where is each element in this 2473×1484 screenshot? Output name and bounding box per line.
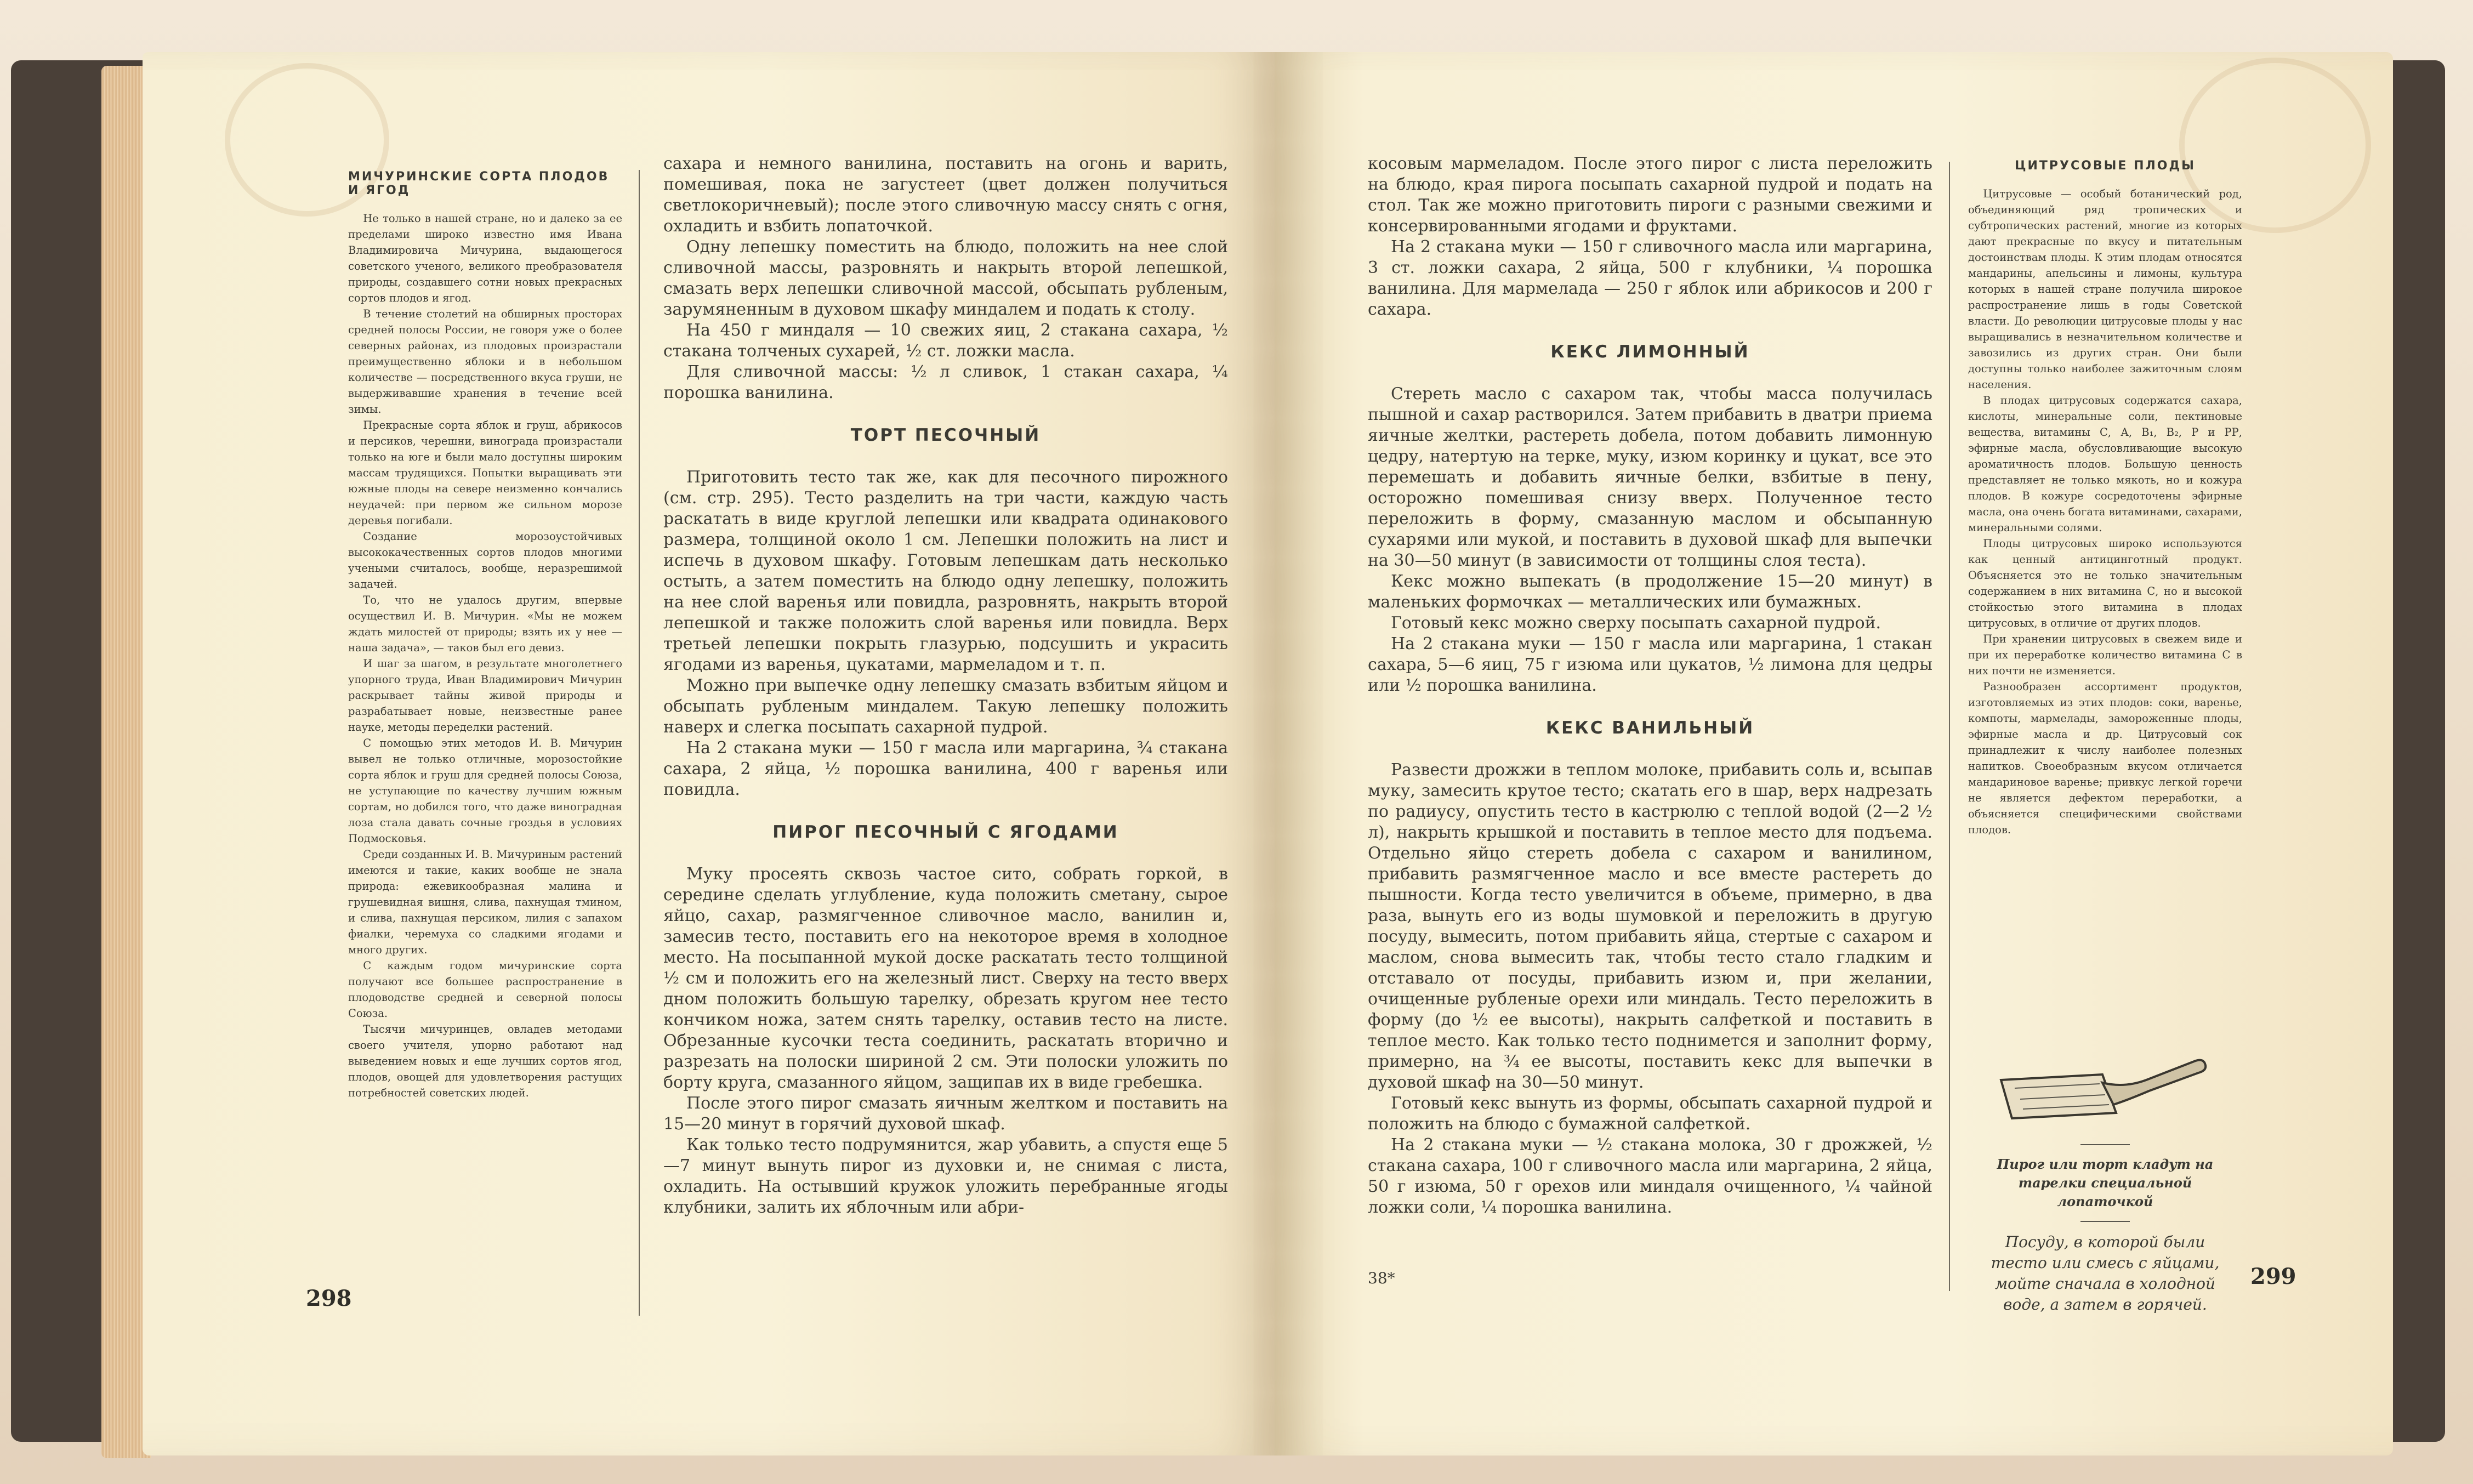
recipe-title: ТОРТ ПЕСОЧНЫЙ — [850, 425, 1041, 445]
body-paragraph: косовым мармеладом. После этого пирог с листа переложить на блюдо, края пирога посыпать сахарной пудрой и подать на стол. Так же можно приготовить пироги с разными свежими и консервированными ягодами и фруктами. — [1368, 154, 1932, 236]
body-paragraph: Готовый кекс вынуть из формы, обсыпать сахарной пудрой и положить на блюдо с бумажной салфеткой. — [1368, 1094, 1932, 1134]
right-page — [1275, 52, 2393, 1455]
body-paragraph: Готовый кекс можно сверху посыпать сахарной пудрой. — [1391, 613, 1881, 633]
ingredients-paragraph: На 2 стакана муки — 150 г сливочного масла или маргарина, 3 ст. ложки сахара, 2 яйца, 500 г клубники, ¼ порошка ванилина. Для мармелада — 250 г яблок или абрикосов и 200 г сахара. — [1368, 237, 1932, 319]
sidebar-paragraph: В плодах цитрусовых содержатся сахара, кислоты, минеральные соли, пектиновые вещества, витамины С, А, В₁, В₂, Р и РР, эфирные масла, обусловливающие высокую ароматичность плодов. Большую ценность представляет не только мякоть, но и кожура плодов. В кожуре сосредоточены эфирные масла, она очень богата витаминами, сахарами, минеральными солями. — [1968, 394, 2242, 534]
body-paragraph: Одну лепешку поместить на блюдо, положить на нее слой сливочной массы, разровнять и накрыть второй лепешкой, смазать верх лепешки сливочной массой, обсыпать рубленым, зарумяненным в духовом шкафу миндалем и подать к столу. — [663, 237, 1228, 319]
ingredients-paragraph: На 2 стакана муки — 150 г масла или маргарина, 1 стакан сахара, 5—6 яиц, 75 г изюма или цукатов, ½ лимона для цедры или ½ порошка ванилина. — [1368, 634, 1932, 695]
body-paragraph: Кекс можно выпекать (в продолжение 15—20 минут) в маленьких формочках — металлических или бумажных. — [1368, 572, 1932, 612]
printer-signature: 38* — [1368, 1269, 1395, 1287]
sidebar-paragraph: В течение столетий на обширных просторах средней полосы России, не говоря уже о более северных районах, из плодовых произрастали преимущественно яблоки и в небольшом количестве — посредственного вкуса груши, не выдерживавшие хранения в течение всей зимы. — [348, 308, 622, 416]
page-number: 299 — [2250, 1264, 2296, 1289]
sidebar-paragraph: Прекрасные сорта яблок и груш, абрикосов и персиков, черешни, винограда произрастали только на юге и были мало доступны широким массам трудящихся. Попытки выращивать эти южные плоды на севере неизменно кончались неудачей: при первом же сильном морозе деревья погибали. — [348, 419, 622, 527]
divider — [2080, 1221, 2130, 1222]
sidebar-paragraph: То, что не удалось другим, впервые осуществил И. В. Мичурин. «Мы не можем ждать милостей от природы; взять их у нее — наша задача», — таков был его девиз. — [348, 594, 622, 654]
ingredients-paragraph: На 2 стакана муки — ½ стакана молока, 30 г дрожжей, ½ стакана сахара, 100 г сливочного масла или маргарина, 2 яйца, 50 г изюма, 50 г орехов или миндаля очищенного, ¼ чайной ложки соли, ¼ порошка ванилина. — [1368, 1135, 1932, 1217]
body-paragraph: Развести дрожжи в теплом молоке, прибавить соль и, всыпав муку, замесить крутое тесто; скатать его в шар, верх надрезать по радиусу, опустить тесто в кастрюлю с теплой водой (2—2 ½ л), накрыть крышкой и поставить в теплое место для подъема. Отдельно яйцо стереть добела с сахаром и ванилином, прибавить размягченное масло и все вместе растереть до пышности. Когда тесто увеличится в объеме, примерно, в два раза, вынуть его из воды шумовкой и переложить в другую посуду, вымесить, потом прибавить яйца, стертые с сахаром и маслом, снова вымесить так, чтобы тесто стало гладким и отставало от посуды, прибавить изюм и, при желании, очищенные рубленые орехи или миндаль. Тесто переложить в форму (до ½ ее высоты), накрыть салфеткой и поставить в теплое место. Как только тесто поднимется и заполнит форму, примерно, на ¾ ее высоты, поставить кекс для выпечки в духовой шкаф на 30—50 минут. — [1368, 760, 1932, 1092]
sidebar-paragraph: Цитрусовые — особый ботанический род, объединяющий ряд тропических и субтропических растений, многие из которых дают прекрасные по вкусу и питательным достоинствам плоды. К этим плодам относятся мандарины, апельсины и лимоны, культура которых в нашей стране получила широкое распространение лишь в годы Советской власти. До революции цитрусовые плоды у нас выращивались в незначительном количестве и завозились из других стран. Они были доступны только наиболее зажиточным слоям населения. — [1968, 187, 2242, 391]
sidebar-paragraph: При хранении цитрусовых в свежем виде и при их переработке количество витамина С в них почти не изменяется. — [1968, 633, 2242, 677]
column-divider — [1949, 162, 1950, 1291]
sidebar-paragraph: Тысячи мичуринцев, овладев методами своего учителя, упорно работают над выведением новых и еще лучших сортов ягод, плодов, овощей для удовлетворения растущих потребностей советских людей. — [348, 1023, 622, 1099]
main-column-left — [663, 153, 1228, 1218]
column-divider — [639, 170, 640, 1316]
illustration-caption: Пирог или торт кладут на тарелки специальной лопаточкой — [1997, 1156, 2214, 1209]
recipe-title: ПИРОГ ПЕСОЧНЫЙ С ЯГОДАМИ — [772, 822, 1119, 842]
ingredients-paragraph: На 450 г миндаля — 10 свежих яиц, 2 стакана сахара, ½ стакана толченых сухарей, ½ ст. ложки масла. — [663, 321, 1228, 361]
page-number: 298 — [306, 1286, 352, 1311]
body-paragraph: Стереть масло с сахаром так, чтобы масса получилась пышной и сахар растворился. Затем прибавить в дватри приема яичные желтки, растереть добела, потом добавить лимонную цедру, натертую на терке, муку, изюм коринку и цукат, все это перемешать и добавить яичные белки, взбитые в пену, осторожно помешивая снизу вверх. Полученное тесто переложить в форму, смазанную маслом и обсыпанную сухарями или мукой, и поставить в духовой шкаф для выпечки на 30—50 минут (в зависимости от толщины слоя теста). — [1368, 384, 1932, 570]
sidebar-paragraph: Разнообразен ассортимент продуктов, изготовляемых из этих плодов: соки, варенье, компоты, мармелады, замороженные плоды, эфирные масла и др. Цитрусовый сок принадлежит к числу наиболее полезных напитков. Своеобразным вкусом отличается мандариновое варенье; привкус легкой горечи не является дефектом переработки, а объясняется специфическими свойствами плодов. — [1968, 680, 2242, 836]
cake-server-icon — [1982, 1050, 2228, 1132]
body-paragraph: сахара и немного ванилина, поставить на огонь и варить, помешивая, пока не загустеет (цвет должен получиться светлокоричневый); после этого сливочную массу снять с огня, охладить и взбить лопаточкой. — [663, 154, 1228, 236]
body-paragraph: Муку просеять сквозь частое сито, собрать горкой, в середине сделать углубление, куда положить сметану, сырое яйцо, сахар, размягченное сливочное масло, ванилин и, замесив тесто, поставить его на некоторое время в холодное место. На посыпанной мукой доске раскатать тесто толщиной ½ см и положить его на железный лист. Сверху на тесто вверх дном положить большую тарелку, обрезать кругом нее тесто кончиком ножа, затем снять тарелку, оставив тесто на листе. Обрезанные кусочки теста соединить, раскатать вторично и разрезать на полоски шириной 2 см. Эти полоски уложить по борту круга, смазанного яйцом, защипав их в виде гребешка. — [663, 865, 1228, 1092]
main-column-right — [1368, 153, 1932, 1218]
recipe-title: КЕКС ВАНИЛЬНЫЙ — [1545, 718, 1755, 738]
sidebar-title: МИЧУРИНСКИЕ СОРТА ПЛОДОВ И ЯГОД — [348, 170, 610, 197]
left-page — [143, 52, 1275, 1455]
sidebar-paragraph: Среди созданных И. В. Мичуриным растений имеются и такие, каких вообще не знала природа: ежевикообразная малина и грушевидная вишня, слива, пахнущая тмином, и слива, пахнущая персиком, лилия с запахом фиалки, черемуха со сладкими ягодами и много других. — [348, 848, 622, 956]
recipe-title: КЕКС ЛИМОННЫЙ — [1550, 342, 1750, 362]
body-paragraph: Как только тесто подрумянится, жар убавить, а спустя еще 5—7 минут вынуть пирог из духовки и, не снимая с листа, охладить. На остывший кружок уложить перебранные ягоды клубники, залить их яблочным или абри- — [663, 1135, 1228, 1217]
body-paragraph: Приготовить тесто так же, как для песочного пирожного (см. стр. 295). Тесто разделить на три части, каждую часть раскатать в виде круглой лепешки или квадрата одинакового размера, толщиной около 1 см. Лепешки положить на лист и испечь в духовом шкафу. Готовым лепешкам дать несколько остыть, а затем поместить на блюдо одну лепешку, положить на нее слой варенья или повидла, разровнять, накрыть второй лепешкой и также положить слой варенья или повидла. Верх третьей лепешки покрыть глазурью, подсушить и украсить ягодами из варенья, цукатами, мармеладом и т. п. — [663, 468, 1228, 674]
sidebar-paragraph: И шаг за шагом, в результате многолетнего упорного труда, Иван Владимирович Мичурин раскрывает тайны живой природы и разрабатывает новые, неизвестные ранее науке, методы переделки растений. — [348, 657, 622, 734]
cake-server-illustration — [1982, 1050, 2228, 1315]
kitchen-tip: Посуду, в которой были тесто или смесь с яйцами, мойте сначала в холодной воде, а затем в горячей. — [1991, 1233, 2220, 1314]
sidebar-column-citrus — [1968, 159, 2242, 838]
body-paragraph: Можно при выпечке одну лепешку смазать взбитым яйцом и обсыпать рубленым миндалем. Такую лепешку положить наверх и слегка посыпать сахарной пудрой. — [663, 676, 1228, 737]
sidebar-column-michurin — [348, 170, 622, 1101]
ingredients-paragraph: На 2 стакана муки — 150 г масла или маргарина, ¾ стакана сахара, 2 яйца, ½ порошка ванилина, 400 г варенья или повидла. — [663, 738, 1228, 799]
body-paragraph: После этого пирог смазать яичным желтком и поставить на 15—20 минут в горячий духовой шкаф. — [663, 1094, 1228, 1134]
divider — [2080, 1144, 2130, 1145]
sidebar-paragraph: С помощью этих методов И. В. Мичурин вывел не только отличные, морозостойкие сорта яблок и груш для средней полосы Союза, не уступающие по качеству лучшим южным сортам, но добился того, что даже виноградная лоза стала давать сочные гроздья в условиях Подмосковья. — [348, 737, 622, 845]
sidebar-paragraph: Не только в нашей стране, но и далеко за ее пределами широко известно имя Ивана Владимировича Мичурина, выдающегося советского ученого, великого преобразователя природы, создавшего сотни новых прекрасных сортов плодов и ягод. — [348, 212, 622, 304]
sidebar-paragraph: Создание морозоустойчивых высококачественных сортов плодов многими учеными считалось, вообще, неразрешимой задачей. — [348, 530, 622, 590]
sidebar-paragraph: Плоды цитрусовых широко используются как ценный антицинготный продукт. Объясняется это не только значительным содержанием в них витамина С, но и высокой стойкостью этого витамина в плодах цитрусовых, в отличие от других плодов. — [1968, 537, 2242, 629]
ingredients-paragraph: Для сливочной массы: ½ л сливок, 1 стакан сахара, ¼ порошка ванилина. — [663, 362, 1228, 402]
sidebar-paragraph: С каждым годом мичуринские сорта получают все большее распространение в плодоводстве средней и северной полосы Союза. — [348, 959, 622, 1020]
sidebar-title: ЦИТРУСОВЫЕ ПЛОДЫ — [2015, 159, 2196, 173]
